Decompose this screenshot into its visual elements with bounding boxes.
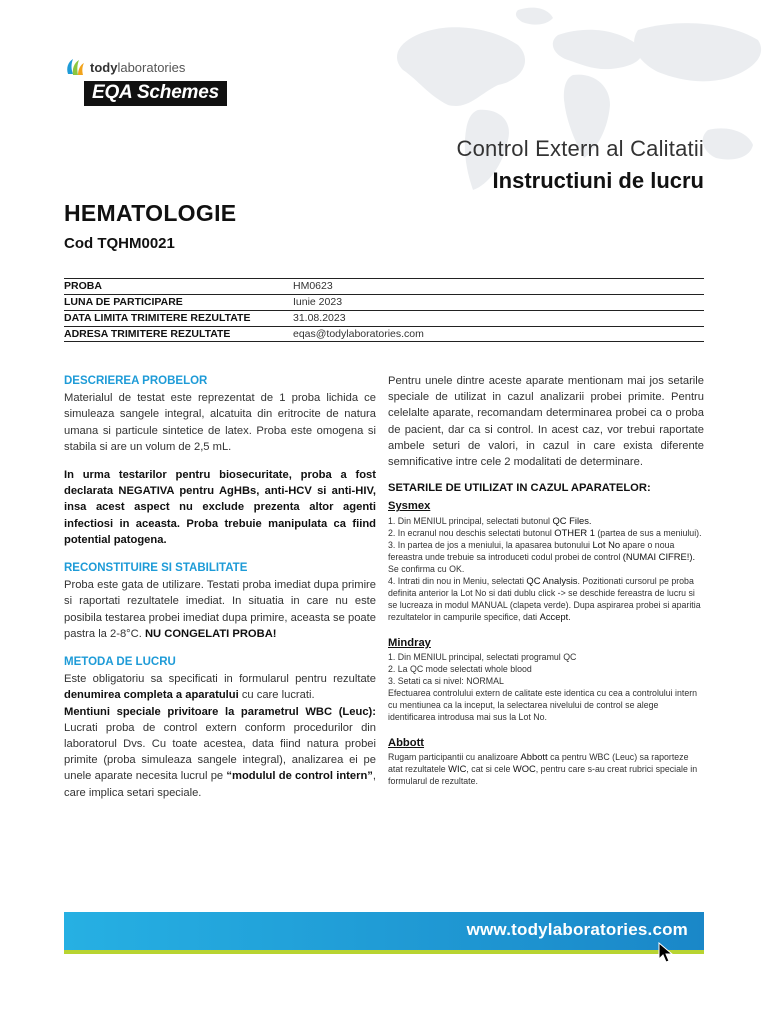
vendor-abbott: Abbott — [388, 736, 425, 749]
descriere-title: DESCRIEREA PROBELOR — [64, 375, 208, 387]
scheme-code: Cod TQHM0021 — [64, 235, 175, 252]
info-label: PROBA — [64, 280, 102, 292]
document-title-block — [457, 136, 705, 194]
mentiuni-text: Mentiuni speciale privitoare la parametrul WBC (Leuc): Lucrati proba de control extern conform procedurilor din laboratorul Dvs. Cu toate acestea, data fiind natura probei primite (proba simuleaza sangele integral), analizarea ei pe unele aparate necesita lucrul pe “modulul de control intern”, care implica setari speciale. — [64, 705, 376, 799]
document-subtitle: Control Extern al Calitatii — [456, 136, 704, 161]
vendor-sysmex: Sysmex — [388, 500, 431, 513]
sample-info-table — [64, 278, 704, 342]
info-label: LUNA DE PARTICIPARE — [64, 296, 183, 308]
info-value: Iunie 2023 — [293, 296, 343, 308]
info-value: 31.08.2023 — [293, 312, 346, 324]
info-row — [64, 294, 704, 310]
left-column — [64, 373, 376, 801]
document-title: Instructiuni de lucru — [492, 168, 704, 193]
info-value-email[interactable]: eqas@todylaboratories.com — [293, 328, 424, 340]
intro-text: Pentru unele dintre aceste aparate mentionam mai jos setarile speciale de utilizat in cazul analizarii probei primite. Pentru celelalte aparate, recomandam determinarea probei ca o proba de pacient, dar ca si control. In acest caz, vor trebui raportate ambele seturi de valori, in cazul in care exista diferente semnificative intre cele 2 modalitati de determinare. — [388, 375, 704, 469]
logo-brand-text: todylaboratories — [90, 59, 186, 75]
website-link[interactable]: www.todylaboratories.com — [466, 920, 688, 939]
footer-banner — [64, 912, 704, 950]
right-column — [388, 373, 704, 787]
info-row — [64, 278, 704, 294]
reconstituire-text: Proba este gata de utilizare. Testati proba imediat dupa primire si raportati rezultatele imediat. In situatia in care nu este posibila testarea probei imediat dupa primire, aceasta se poate pastra la 2-8°C. NU CONGELATI PROBA! — [64, 579, 376, 640]
metoda-text: Este obligatoriu sa specificati in formularul pentru rezultate denumirea completa a aparatului cu care lucrati. — [64, 673, 376, 702]
reconstituire-title: RECONSTITUIRE SI STABILITATE — [64, 562, 248, 575]
biosecurity-text: In urma testarilor pentru biosecuritate, proba a fost declarata NEGATIVA pentru AgHBs, anti-HCV si anti-HIV, insa acest aspect nu exclude prezenta altor agenti infectiosi in aceasta. Proba trebuie manipulata ca fiind potential patogena. — [64, 469, 376, 546]
descriere-text: Materialul de testat este reprezentat de 1 proba lichida ce simuleaza sangele integral, alcatuita din eritrocite de natura umana si particule sintetice de latex. Proba este omogena si stabila si are un volum de 2,5 mL. — [64, 392, 376, 453]
sysmex-steps: 1. Din MENIUL principal, selectati butonul QC Files. 2. In ecranul nou deschis selectati butonul OTHER 1 (partea de sus a meniului). 3. In partea de jos a meniului, la apasarea butonului Lot No apare o noua fereastra unde trebuie sa introduceti codul probei de control (NUMAI CIFRE!). Se confirma cu OK. 4. Intrati din nou in Meniu, selectati QC Analysis. Pozitionati cursorul pe proba definita anterior la Lot No si dati dublu click -> se deschide fereastra de lucru si se lucreaza in modul MANUAL (clapeta verde). Dupa aspirarea probei si aparitia rezultatelor in campurile specifice, dati Accept. — [388, 514, 702, 622]
setari-title: SETARILE DE UTILIZAT IN CAZUL APARATELOR: — [388, 482, 651, 495]
info-row — [64, 326, 704, 342]
mindray-steps: 1. Din MENIUL principal, selectati programul QC 2. La QC mode selectati whole blood 3. Setati ca si nivel: NORMAL Efectuarea controlului extern de calitate este identica cu cea a controlului intern cu mentiunea ca la inceput, la selectarea nivelului de control se alege identificarea introdusa mai sus la Lot No. — [388, 651, 698, 722]
mouse-cursor-icon — [658, 942, 674, 964]
info-label: ADRESA TRIMITERE REZULTATE — [64, 328, 231, 340]
vendor-mindray: Mindray — [388, 636, 431, 649]
info-value: HM0623 — [293, 280, 333, 292]
abbott-text: Rugam participantii cu analizoare Abbott ca pentru WBC (Leuc) sa raporteze atat rezultatele WIC, cat si cele WOC, pentru care s-au creat rubrici speciale in formularul de rezultate. — [388, 751, 698, 787]
metoda-title: METODA DE LUCRU — [64, 656, 176, 669]
eqa-schemes-badge: EQA Schemes — [84, 81, 227, 106]
section-heading — [64, 200, 236, 252]
company-logo — [64, 55, 244, 106]
info-row — [64, 310, 704, 326]
footer-stripe — [64, 950, 704, 954]
tody-logo-icon — [64, 56, 86, 78]
scheme-title: HEMATOLOGIE — [64, 200, 237, 226]
info-label: DATA LIMITA TRIMITERE REZULTATE — [64, 312, 251, 324]
